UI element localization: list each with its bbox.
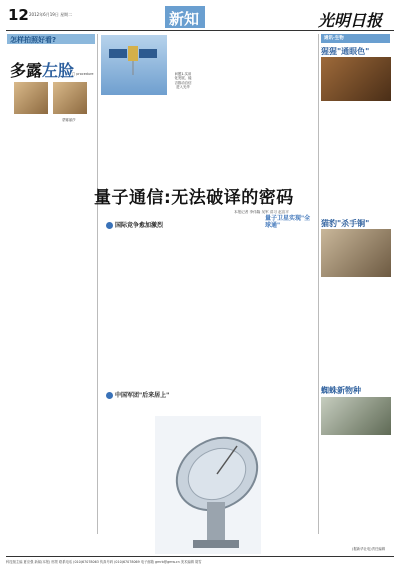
mona-lisa-mirror-image <box>53 82 87 114</box>
column-divider <box>97 34 98 534</box>
image-caption-line: 问题1.实用 <box>174 72 192 76</box>
main-story-byline: 本报记者 李伟隆 吴军 讲习 赵宣平 <box>234 210 289 214</box>
sidebar-article1-body <box>321 104 391 216</box>
bullet-icon <box>106 222 113 229</box>
masthead-rule <box>6 30 394 31</box>
photo-caption: 蒙娜丽莎 <box>62 118 76 122</box>
page-number: 12 <box>8 6 29 24</box>
section1-body-2 <box>156 218 206 318</box>
satellite-dish-illustration <box>155 416 261 554</box>
sidebar-end-note: (据新华社电)责任编辑 <box>352 547 386 551</box>
spider-image <box>321 397 391 435</box>
section-title: 新知 <box>169 10 200 28</box>
intro-body-2 <box>170 96 200 178</box>
section2-body-1 <box>101 400 153 550</box>
sidebar-article3-body <box>321 438 391 544</box>
section3-heading: 量子卫星实现"全球通" <box>265 215 311 229</box>
section2-body-2 <box>156 320 206 412</box>
intro-body-4 <box>257 36 315 178</box>
section1-body-1 <box>101 232 153 388</box>
column-divider <box>318 34 319 534</box>
left-band <box>7 34 95 44</box>
section3-body <box>264 230 316 548</box>
section1-heading: 国际竞争愈加激烈 <box>106 220 163 229</box>
section-header <box>165 6 205 28</box>
satellite-icon <box>101 35 167 95</box>
intro-body-3 <box>204 36 254 178</box>
left-headline <box>10 58 74 81</box>
orangutan-image <box>321 57 391 101</box>
left-column-body <box>8 124 94 552</box>
left-byline: □ procedure <box>72 72 94 76</box>
newspaper-brand: 光明日报 <box>318 11 383 30</box>
section1-body-3 <box>209 218 261 318</box>
image-caption-line: 化发展，能 <box>174 76 192 81</box>
bullet-icon <box>106 392 113 399</box>
date-line: 2012年6月19日 星期二 <box>29 12 73 17</box>
sidebar-article2-title: 猫豹"杀手锏" <box>321 219 370 228</box>
intro-body-1 <box>101 96 167 178</box>
mona-lisa-image <box>14 82 48 114</box>
page-footer: 科技版主编 夏应强 新闻(本报) 邢景 联系电话 (010)67078063 传真号码 (010)67078069 电子邮箱 gmrb@gmw.cn 美术编辑 胡雪 <box>6 556 394 564</box>
main-story-title: 量子通信:无法破译的密码 <box>94 188 294 208</box>
sidebar-header-title: 通讯·生物 <box>324 36 344 41</box>
left-band-title: 怎样拍照好看? <box>10 36 57 44</box>
satellite-image <box>101 35 167 95</box>
leopard-image <box>321 229 391 277</box>
sidebar-article2-body <box>321 280 391 382</box>
image-caption <box>170 72 196 90</box>
image-caption-line: 进入光华 <box>176 85 190 90</box>
sidebar-article1-title: 猩猩"通眼色" <box>321 47 370 56</box>
sidebar-header <box>321 34 390 43</box>
sidebar-article3-title: 蜘蛛新物种 <box>321 386 361 395</box>
section2-heading: 中国军团"后来居上" <box>106 390 169 399</box>
image-caption-line: 否推动自信 <box>174 80 192 85</box>
headline-suffix: 左脸 <box>42 61 75 80</box>
headline-prefix: 多露 <box>10 61 43 80</box>
section2-body-3 <box>209 320 261 412</box>
